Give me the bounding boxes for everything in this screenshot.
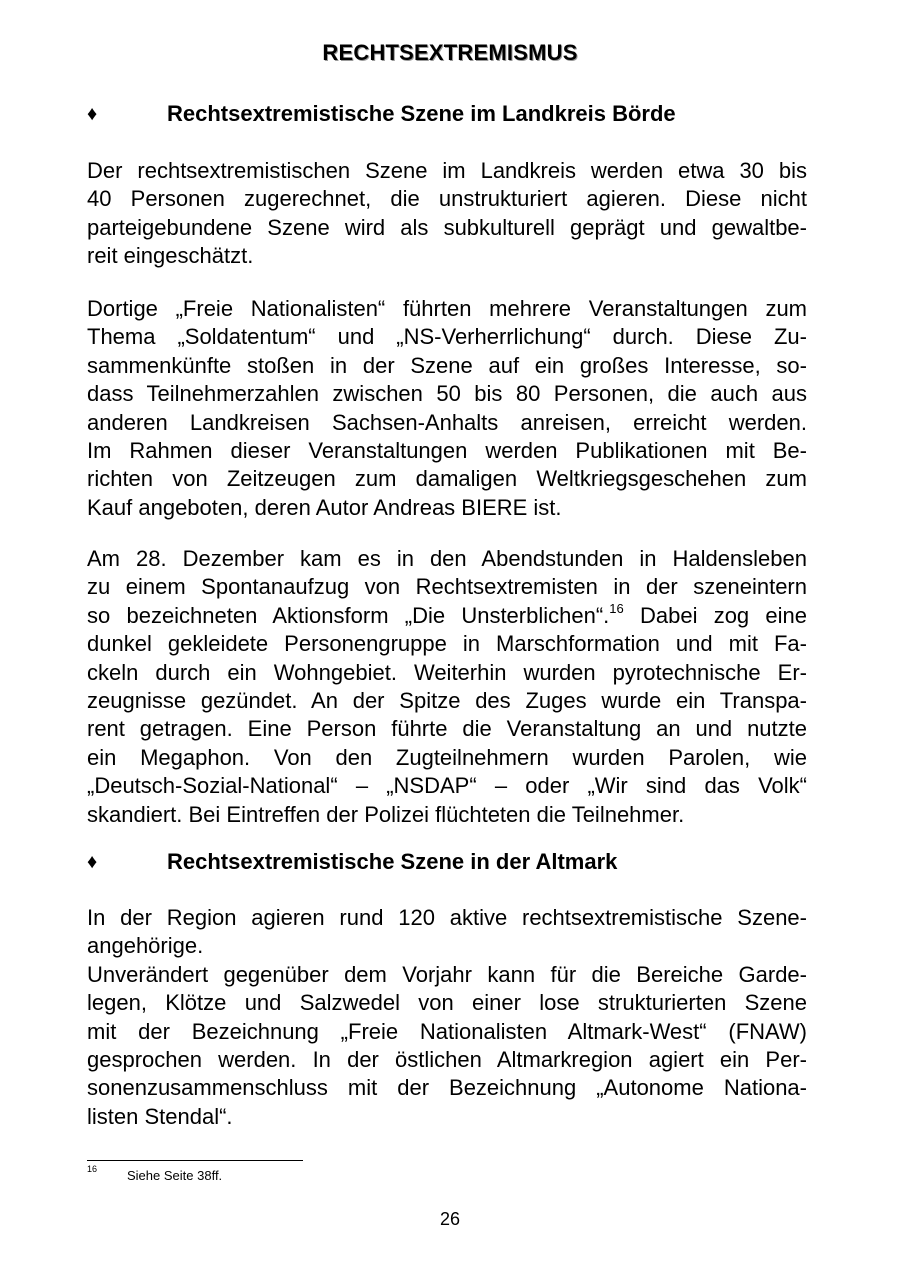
- paragraph-spontanaufzug: [87, 545, 807, 829]
- text-line: Dortige „Freie Nationalisten“ führten mehrere Veranstaltungen zum: [87, 296, 807, 321]
- text-line: zu einem Spontanaufzug von Rechtsextremisten in der szeneintern: [87, 574, 807, 600]
- text-line: Am 28. Dezember kam es in den Abendstunden in Haldensleben: [87, 546, 807, 571]
- text-line: Kauf angeboten, deren Autor Andreas BIERE ist.: [87, 494, 562, 520]
- section-heading-text: Rechtsextremistische Szene in der Altmark: [167, 849, 618, 874]
- running-header: RECHTSEXTREMISMUS: [322, 40, 578, 65]
- text-segment: Dabei zog eine: [623, 602, 807, 628]
- text-line: anderen Landkreisen Sachsen-Anhalts anreisen, erreicht werden.: [87, 409, 807, 435]
- page-number: 26: [439, 1209, 461, 1229]
- text-line: angehörige.: [87, 933, 204, 959]
- section-heading-text: Rechtsextremistische Szene im Landkreis Börde: [167, 101, 676, 126]
- text-line: legen, Klötze und Salzwedel von einer lose strukturierten Szene: [87, 990, 807, 1016]
- text-line: skandiert. Bei Eintreffen der Polizei flüchteten die Teilnehmer.: [87, 801, 685, 827]
- text-line: „Deutsch-Sozial-National“ – „NSDAP“ – oder „Wir sind das Volk“: [87, 773, 807, 799]
- text-line: 40 Personen zugerechnet, die unstrukturiert agieren. Diese nicht: [87, 186, 807, 212]
- footnote-reference[interactable]: 16: [609, 600, 624, 616]
- text-line: dunkel gekleidete Personengruppe in Marschformation und mit Fa-: [87, 631, 807, 657]
- text-line: rent getragen. Eine Person führte die Veranstaltung an und nutzte: [87, 716, 807, 742]
- text-line: dass Teilnehmerzahlen zwischen 50 bis 80 Personen, die auch aus: [87, 381, 807, 407]
- text-line: mit der Bezeichnung „Freie Nationalisten Altmark-West“ (FNAW): [87, 1018, 807, 1044]
- footnote-number: 16: [87, 1164, 98, 1174]
- text-line-with-footnote: [87, 602, 807, 630]
- text-line: gesprochen werden. In der östlichen Altmarkregion agiert ein Per-: [87, 1047, 807, 1073]
- text-line: ckeln durch ein Wohngebiet. Weiterhin wurden pyrotechnische Er-: [87, 659, 807, 685]
- footnote-separator: [87, 1160, 303, 1161]
- text-line: In der Region agieren rund 120 aktive rechtsextremistische Szene-: [87, 905, 807, 930]
- text-line: zeugnisse gezündet. An der Spitze des Zuges wurde ein Transpa-: [87, 688, 807, 714]
- text-line: sonenzusammenschluss mit der Bezeichnung „Autonome Nationa-: [87, 1075, 807, 1101]
- text-line: reit eingeschätzt.: [87, 243, 254, 269]
- text-line: richten von Zeitzeugen zum damaligen Weltkriegsgeschehen zum: [87, 466, 807, 492]
- text-line: Unverändert gegenüber dem Vorjahr kann für die Bereiche Garde-: [87, 961, 807, 987]
- text-line: sammenkünfte stoßen in der Szene auf ein großes Interesse, so-: [87, 352, 807, 378]
- text-line: Thema „Soldatentum“ und „NS-Verherrlichung“ durch. Diese Zu-: [87, 324, 807, 350]
- paragraph-freie-nationalisten: [87, 295, 807, 522]
- text-line: Im Rahmen dieser Veranstaltungen werden Publikationen mit Be-: [87, 438, 807, 464]
- text-line: parteigebundene Szene wird als subkulturell geprägt und gewaltbe-: [87, 214, 807, 240]
- text-line: ein Megaphon. Von den Zugteilnehmern wurden Parolen, wie: [87, 744, 807, 770]
- diamond-bullet-icon: ♦: [87, 851, 98, 873]
- text-line: Der rechtsextremistischen Szene im Landkreis werden etwa 30 bis: [87, 158, 807, 183]
- paragraph-altmark: [87, 904, 807, 1131]
- text-line: listen Stendal“.: [87, 1103, 233, 1129]
- diamond-bullet-icon: ♦: [87, 103, 98, 125]
- footnote-text: Siehe Seite 38ff.: [127, 1168, 223, 1183]
- text-segment: so bezeichneten Aktionsform „Die Unsterblichen“.: [87, 602, 610, 628]
- paragraph-boerde-intro: [87, 157, 807, 271]
